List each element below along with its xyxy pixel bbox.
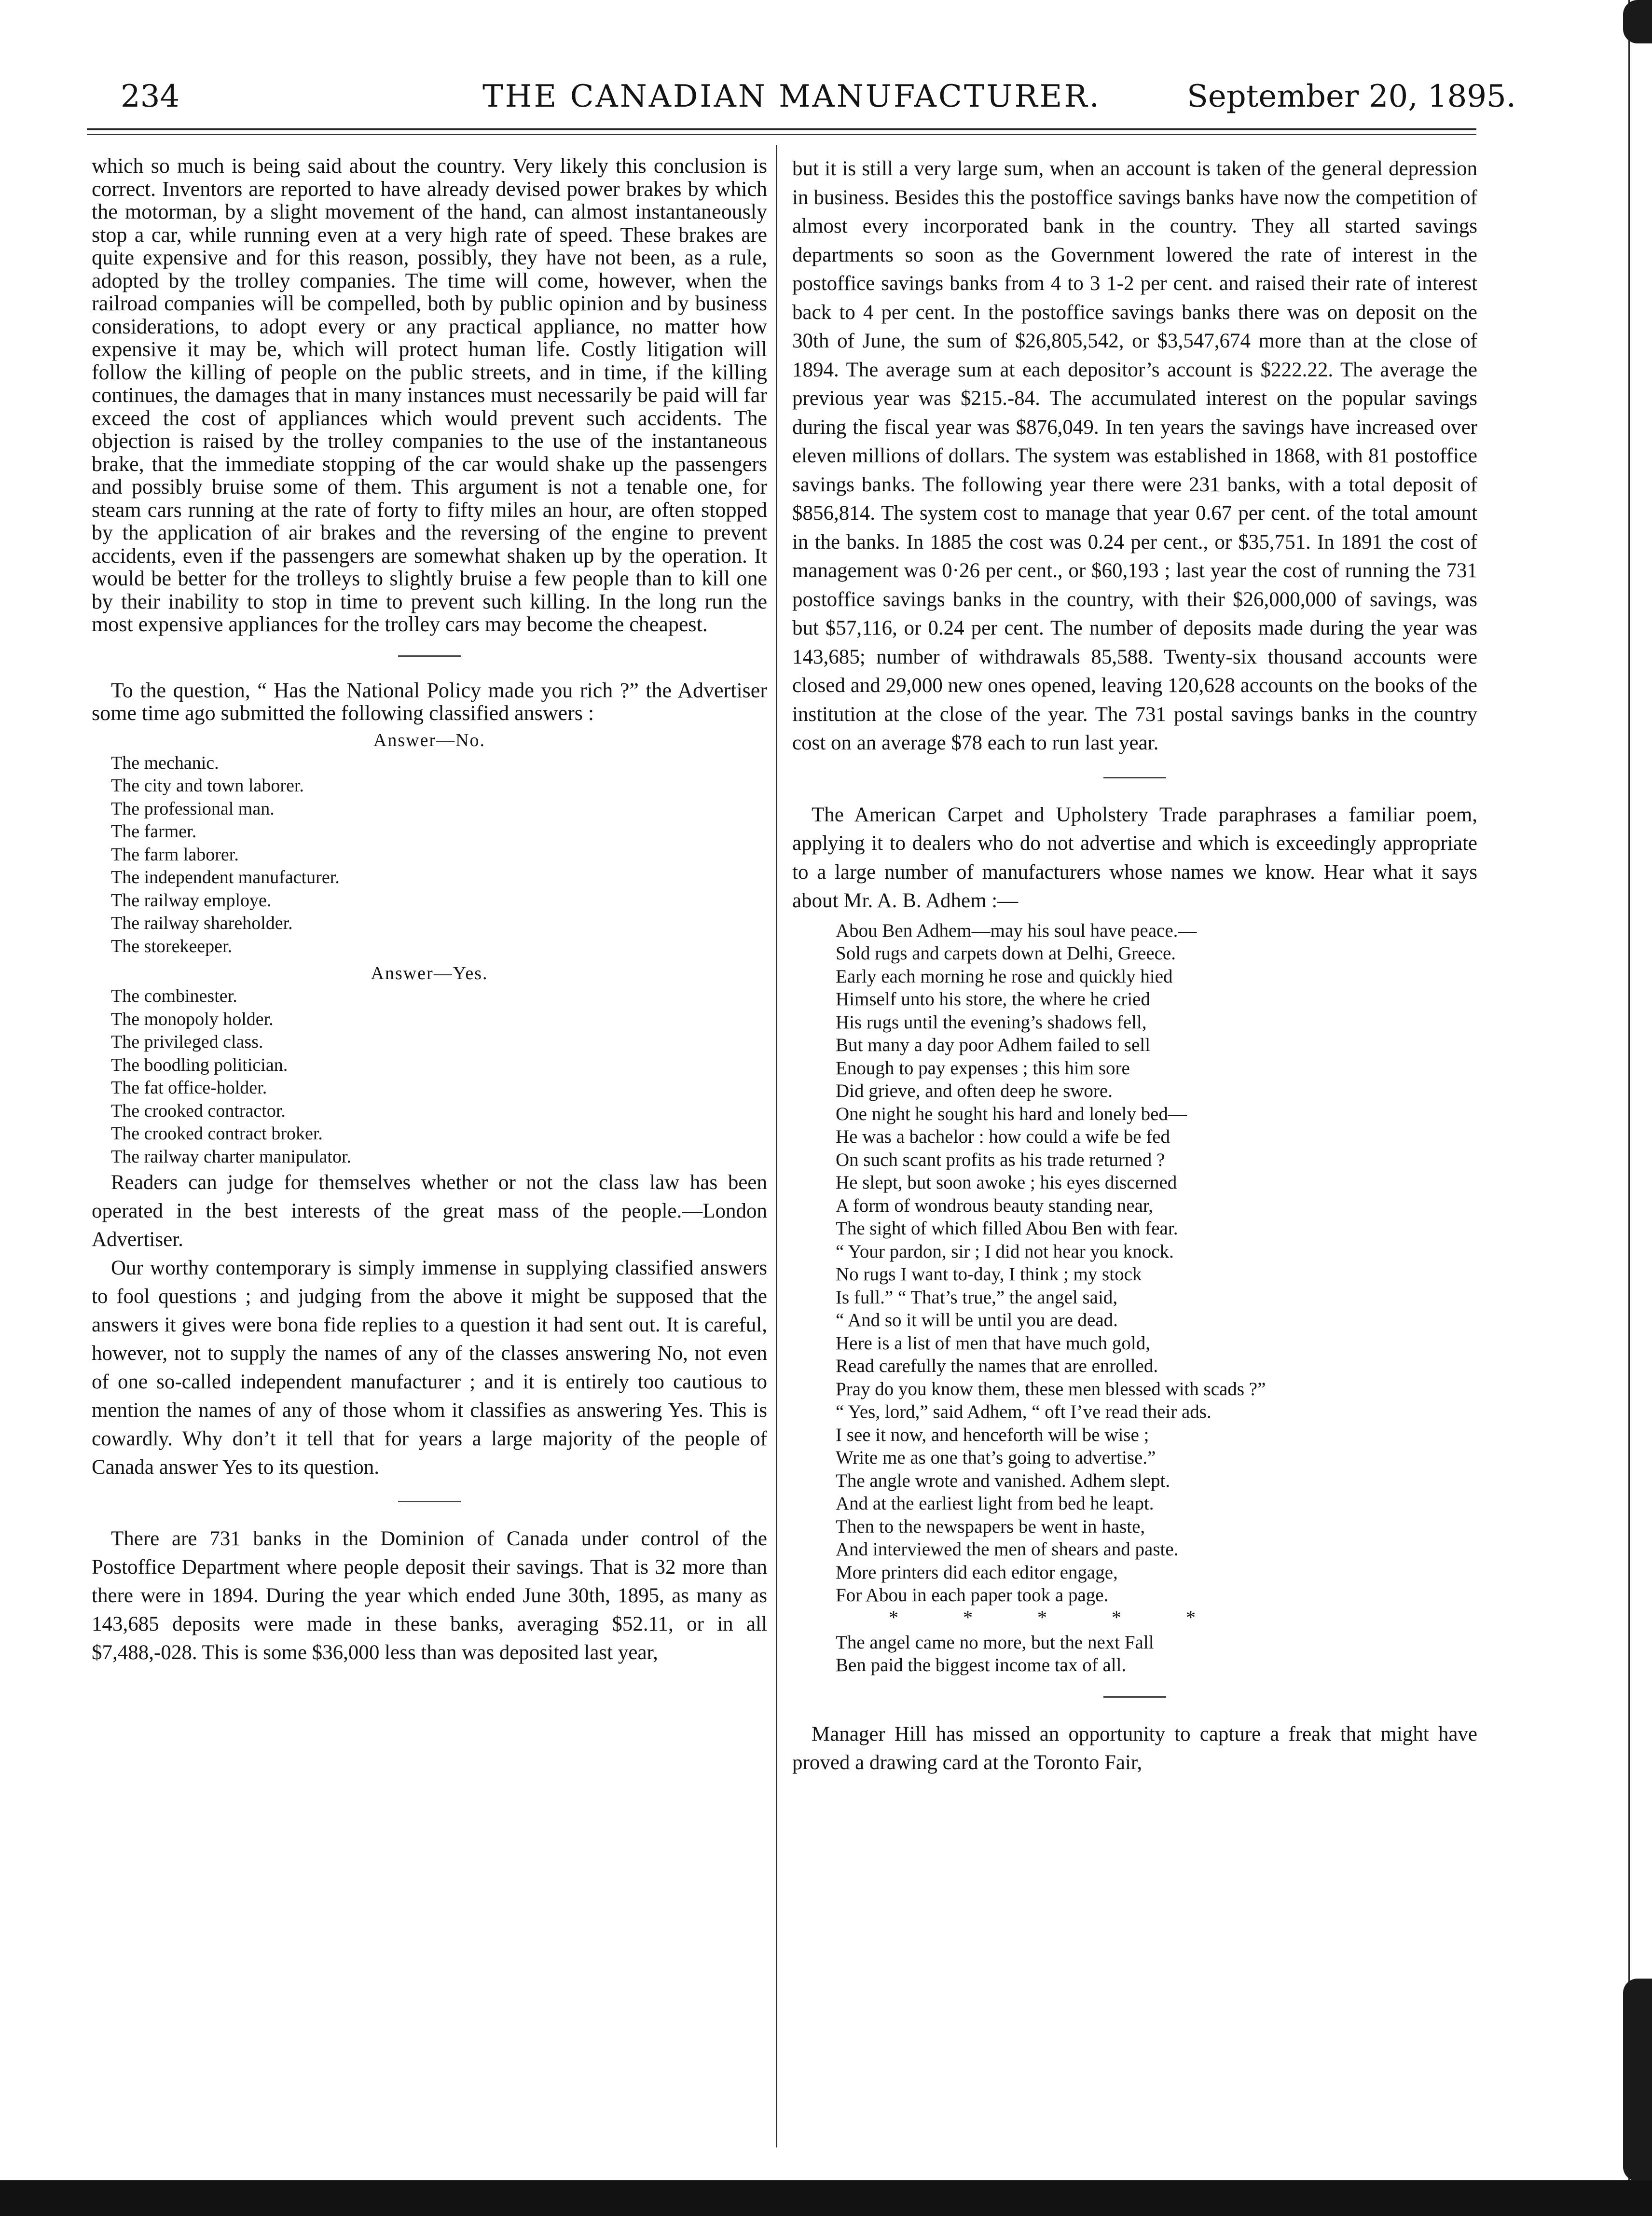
section-separator [1103, 777, 1166, 778]
poem-line: But many a day poor Adhem failed to sell [836, 1035, 1151, 1055]
list-item: The city and town laborer. [111, 776, 304, 796]
poem-line: I see it now, and henceforth will be wise ; [836, 1424, 1149, 1445]
answer-yes-list [111, 985, 767, 1168]
list-item: The farm laborer. [111, 844, 239, 865]
poem-line: A form of wondrous beauty standing near, [836, 1195, 1154, 1216]
scan-edge-mark [1623, 0, 1652, 43]
poem-line: Abou Ben Adhem—may his soul have peace.— [836, 920, 1197, 941]
poem-line: “ Your pardon, sir ; I did not hear you knock. [836, 1241, 1174, 1262]
column-divider [776, 145, 777, 2147]
carpet-trade-intro: The American Carpet and Upholstery Trade paraphrases a familiar poem, applying it to dealers who do not advertise and which is exceedingly appropriate to a large number of manufacturers whose names we know. Hear what it says about Mr. A. B. Adhem :— [792, 803, 1477, 912]
list-item: The railway charter manipulator. [111, 1146, 352, 1167]
poem-line: Then to the newspapers be went in haste, [836, 1516, 1145, 1537]
poem-line: He was a bachelor : how could a wife be fed [836, 1126, 1170, 1147]
list-item: The crooked contract broker. [111, 1123, 323, 1144]
poem-line: Pray do you know them, these men blessed with scads ?” [836, 1378, 1266, 1399]
poem-line: Read carefully the names that are enrolled. [836, 1356, 1158, 1376]
scan-edge-mark [1623, 1979, 1652, 2181]
poem-line: Ben paid the biggest income tax of all. [836, 1655, 1127, 1676]
poem-line: On such scant profits as his trade returned ? [836, 1149, 1165, 1170]
poem-line: For Abou in each paper took a page. [836, 1585, 1109, 1606]
answer-yes-heading: Answer—Yes. [371, 963, 488, 983]
page-number: 234 [121, 79, 180, 114]
poem-line: The angle wrote and vanished. Adhem slept. [836, 1470, 1170, 1491]
poem-line: And interviewed the men of shears and paste. [836, 1539, 1179, 1560]
header-rule [87, 128, 1476, 130]
poem-line: Early each morning he rose and quickly hied [836, 966, 1173, 987]
poem-line: Sold rugs and carpets down at Delhi, Greece. [836, 943, 1176, 964]
poem-line: No rugs I want to-day, I think ; my stock [836, 1264, 1142, 1285]
publication-title: THE CANADIAN MANUFACTURER. [482, 79, 1101, 114]
poem-line: Did grieve, and often deep he swore. [836, 1080, 1113, 1101]
poem-line: The angel came no more, but the next Fall [836, 1632, 1154, 1653]
binding-edge [1628, 0, 1652, 2216]
poem-line: His rugs until the evening’s shadows fell, [836, 1011, 1147, 1033]
poem-line: Enough to pay expenses ; this him sore [836, 1057, 1130, 1079]
poem-ending [836, 1631, 1477, 1677]
trolley-brakes-article: which so much is being said about the country. Very likely this conclusion is correct. Inventors are reported to have already devised power brakes by which the motorman, by a slight movement of the hand, can almost instantaneously stop a car, while running even at a very high rate of speed. These brakes are quite expensive and for this reason, possibly, they have not been, as a rule, adopted by the trolley companies. The time will come, however, when the railroad companies will be compelled, both by public opinion and by business considerations, to adopt every or any practical appliance, no matter how expensive it may be, which will protect human life. Costly litigation will follow the killing of people on the public streets, and in time, if the killing continues, the damages that in many instances must necessarily be paid will far exceed the cost of appliances which would prevent such accidents. The objection is raised by the trolley companies to the use of the instantaneous brake, that the immediate stopping of the car would shake up the passengers and possibly bruise some of them. This argument is not a tenable one, for steam cars running at the rate of forty to fifty miles an hour, are often stopped by the application of air brakes and the reversing of the engine to prevent accidents, even if the passengers are somewhat shaken up by the operation. It would be better for the trolleys to slightly bruise a few people than to kill one by their inability to stop in time to prevent such killing. In the long run the most expensive appliances for the trolley cars may become the cheapest. [92, 154, 767, 636]
list-item: The farmer. [111, 821, 197, 842]
left-column [92, 154, 767, 1667]
readers-judge-paragraph: Readers can judge for themselves whether or not the class law has been operated in the best interests of the great mass of the people.—London Advertiser. [92, 1171, 767, 1251]
list-item: The railway shareholder. [111, 913, 293, 933]
national-policy-intro: To the question, “ Has the National Policy made you rich ?” the Advertiser some time ago submitted the following classified answers : [92, 678, 767, 725]
list-item: The crooked contractor. [111, 1100, 286, 1121]
poem-line: Write me as one that’s going to advertise.” [836, 1447, 1156, 1468]
right-column [792, 154, 1477, 1777]
manager-hill-paragraph: Manager Hill has missed an opportunity to capture a freak that might have proved a drawing card at the Toronto Fair, [792, 1722, 1477, 1774]
list-item: The mechanic. [111, 752, 219, 773]
contemporary-critique-paragraph: Our worthy contemporary is simply immense in supplying classified answers to fool questions ; and judging from the above it might be supposed that the answers it gives were bona fide replies to a question it had sent out. It is careful, however, not to supply the names of any of the classes answering No, not even of one so-called independent manufacturer ; and it is entirely too cautious to mention the names of any of those whom it classifies as answering Yes. This is cowardly. Why don’t it tell that for years a large majority of the people of Canada answer Yes to its question. [92, 1257, 767, 1479]
list-item: The combinester. [111, 986, 237, 1006]
abou-ben-adhem-poem [836, 919, 1477, 1607]
poem-line: “ Yes, lord,” said Adhem, “ oft I’ve read their ads. [836, 1401, 1211, 1422]
section-separator [1103, 1696, 1166, 1698]
poem-line: And at the earliest light from bed he leapt. [836, 1493, 1154, 1514]
issue-date: September 20, 1895. [1187, 79, 1516, 114]
list-item: The storekeeper. [111, 936, 233, 956]
scan-bottom-edge [0, 2180, 1652, 2216]
savings-banks-article-continued: but it is still a very large sum, when an account is taken of the general depression in business. Besides this the postoffice savings banks have now the competition of almost every incorporated bank in the country. They all started savings departments so soon as the Government lowered the rate of interest in the postoffice savings banks from 4 to 3 1-2 per cent. and raised their rate of interest back to 4 per cent. In the postoffice savings banks there was on deposit on the 30th of June, the sum of $26,805,542, or $3,547,674 more than at the close of 1894. The average sum at each depositor’s account is $222.22. The average the previous year was $215.-84. The accumulated interest on the popular savings during the fiscal year was $876,049. In ten years the savings have increased over eleven millions of dollars. The system was established in 1868, with 81 postoffice savings banks. The following year there were 231 banks, with a total deposit of $856,814. The system cost to manage that year 0.67 per cent. of the total amount in the banks. In 1885 the cost was 0.24 per cent., or $35,751. In 1891 the cost of management was 0·26 per cent., or $60,193 ; last year the cost of running the 731 postoffice savings banks in the country, with their $26,000,000 of savings, was but $57,116, or 0.24 per cent. The number of deposits made during the year was 143,685; number of withdrawals 85,588. Twenty-six thousand accounts were closed and 29,000 new ones opened, leaving 120,628 accounts on the books of the institution at the close of the year. The 731 postal savings banks in the country cost on an average $78 each to run last year. [792, 157, 1477, 754]
poem-stars-divider: * * * * * [889, 1606, 1225, 1628]
section-separator [398, 1501, 461, 1502]
list-item: The privileged class. [111, 1032, 263, 1052]
list-item: The monopoly holder. [111, 1009, 274, 1029]
poem-line: More printers did each editor engage, [836, 1562, 1118, 1583]
poem-line: He slept, but soon awoke ; his eyes discerned [836, 1172, 1177, 1193]
poem-line: The sight of which filled Abou Ben with fear. [836, 1218, 1178, 1239]
answer-no-list [111, 752, 767, 958]
savings-banks-article-start: There are 731 banks in the Dominion of Canada under control of the Postoffice Department where people deposit their savings. That is 32 more than there were in 1894. During the year which ended June 30th, 1895, as many as 143,685 deposits were made in these banks, averaging $52.11, or in all $7,488,-028. This is some $36,000 less than was deposited last year, [92, 1527, 767, 1664]
header-rule-thin [87, 134, 1476, 135]
poem-line: Here is a list of men that have much gold, [836, 1332, 1150, 1354]
poem-line: Himself unto his store, the where he cried [836, 989, 1150, 1010]
list-item: The professional man. [111, 798, 275, 819]
list-item: The independent manufacturer. [111, 867, 340, 887]
list-item: The fat office-holder. [111, 1078, 267, 1098]
poem-line: One night he sought his hard and lonely bed— [836, 1103, 1187, 1124]
answer-no-heading: Answer—No. [373, 730, 486, 750]
section-separator [398, 655, 461, 657]
poem-line: “ And so it will be until you are dead. [836, 1310, 1118, 1330]
list-item: The railway employe. [111, 890, 272, 911]
list-item: The boodling politician. [111, 1054, 288, 1075]
poem-line: Is full.” “ That’s true,” the angel said, [836, 1287, 1118, 1308]
page-header [87, 72, 1516, 121]
